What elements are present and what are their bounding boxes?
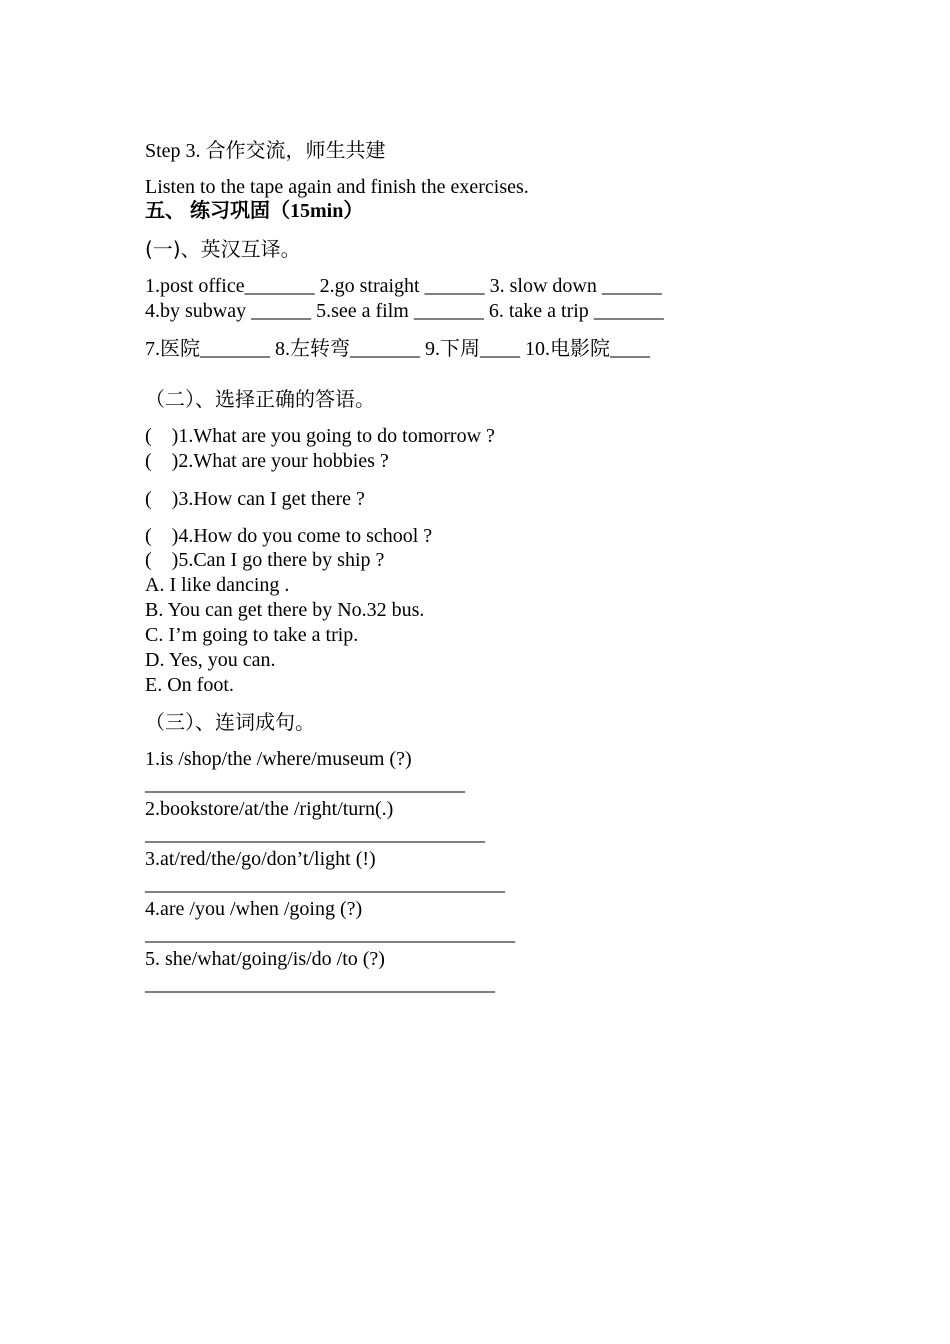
sentence-prompt: 2.bookstore/at/the /right/turn(.) [145,798,394,820]
question-item: ( )3.How can I get there ? [145,488,365,510]
answer-blank: __________________________________ [145,823,485,845]
step3-instruction: Listen to the tape again and finish the exercises. [145,176,529,198]
part3-heading: （三）、连词成句。 [145,710,315,734]
part1-row-1: 1.post office_______ 2.go straight ______ 3. slow down ______ [145,275,662,297]
answer-option: D. Yes, you can. [145,649,276,671]
answer-blank: ___________________________________ [145,973,495,995]
answer-option: E. On foot. [145,674,234,696]
question-item: ( )1.What are you going to do tomorrow ? [145,425,495,447]
sentence-prompt: 3.at/red/the/go/don’t/light (!) [145,848,376,870]
part2-heading: （二）、选择正确的答语。 [145,387,375,411]
part1-heading: (一)、英汉互译。 [145,237,301,261]
section5-heading: 五、 练习巩固（15min） [145,200,364,222]
step3-title [145,138,386,163]
answer-blank: ____________________________________ [145,873,505,895]
answer-blank: ________________________________ [145,773,465,795]
answer-option: A. I like dancing . [145,574,290,596]
answer-blank: _____________________________________ [145,923,515,945]
sentence-prompt: 4.are /you /when /going (?) [145,898,363,920]
part1-row-3: 7.医院_______ 8.左转弯_______ 9.下周____ 10.电影院____ [145,338,650,360]
part1-row-2: 4.by subway ______ 5.see a film _______ 6. take a trip _______ [145,300,664,322]
answer-option: B. You can get there by No.32 bus. [145,599,425,621]
question-item: ( )4.How do you come to school ? [145,525,433,547]
step3-title-cn: 合作交流，师生共建 [205,138,386,162]
sentence-prompt: 5. she/what/going/is/do /to (?) [145,948,385,970]
answer-option: C. I’m going to take a trip. [145,624,359,646]
question-item: ( )5.Can I go there by ship ? [145,549,385,571]
question-item: ( )2.What are your hobbies ? [145,450,389,472]
sentence-prompt: 1.is /shop/the /where/museum (?) [145,748,412,770]
step3-title-en: Step 3. [145,140,206,162]
